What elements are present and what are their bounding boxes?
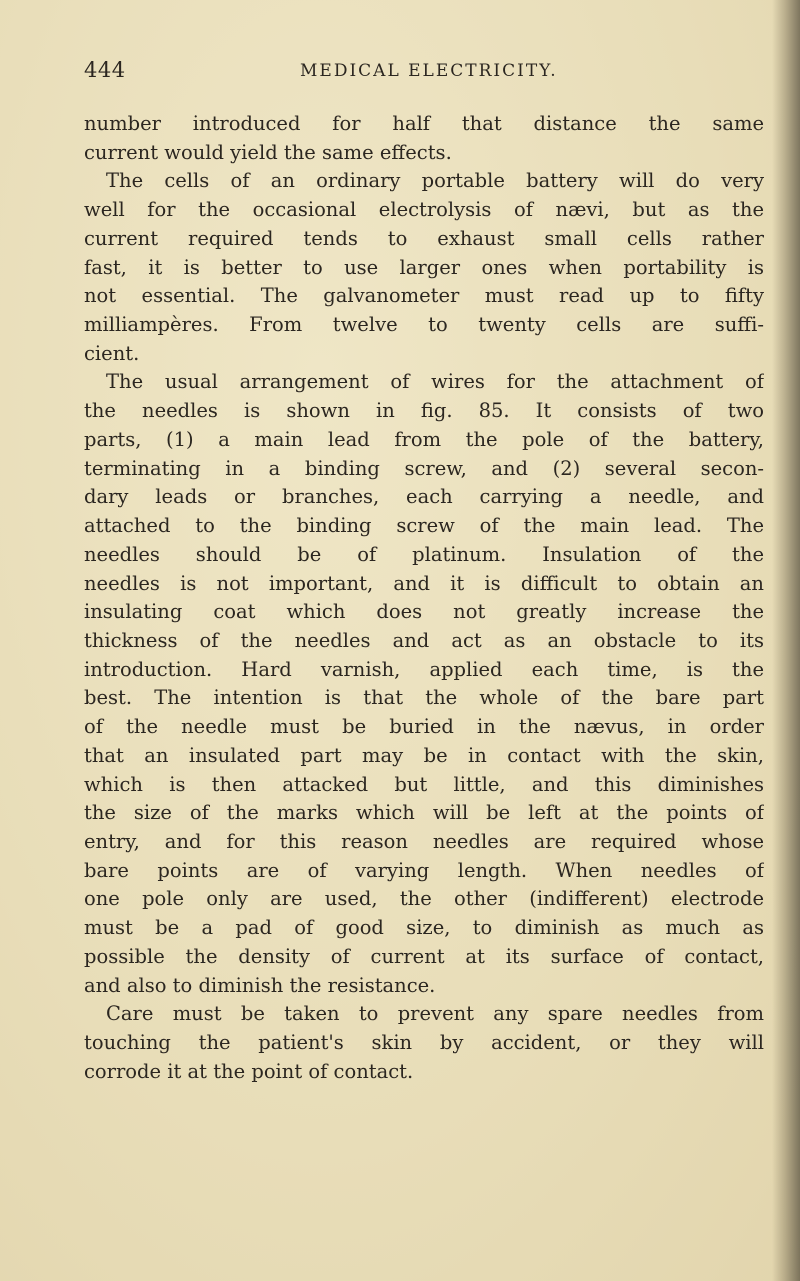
text-line: introduction. Hard varnish, applied each time, is the [84, 657, 764, 681]
text-line: one pole only are used, the other (indifferent) electrode [84, 887, 764, 911]
text-line: fast, it is better to use larger ones when portability is [84, 255, 764, 279]
text-line: possible the density of current at its surface of contact, [84, 944, 764, 968]
text-line: the needles is shown in fig. 85. It consists of two [84, 399, 764, 423]
text-line: not essential. The galvanometer must read up to fifty [84, 284, 764, 308]
text-line: corrode it at the point of contact. [84, 1059, 414, 1083]
text-line: bare points are of varying length. When needles of [84, 858, 764, 882]
text-line: must be a pad of good size, to diminish as much as [84, 916, 764, 940]
text-line: well for the occasional electrolysis of nævi, but as the [84, 198, 764, 222]
text-line: attached to the binding screw of the main lead. The [84, 514, 764, 538]
text-line: of the needle must be buried in the nævus, in order [84, 715, 764, 739]
paragraph-first-line: The usual arrangement of wires for the attachment of [106, 370, 764, 394]
text-line: which is then attacked but little, and this diminishes [84, 772, 764, 796]
paragraph-first-line: Care must be taken to prevent any spare needles from [106, 1002, 764, 1026]
text-line: cient. [84, 341, 140, 365]
text-line: terminating in a binding screw, and (2) several secon- [84, 456, 764, 480]
text-line: needles should be of platinum. Insulation of the [84, 542, 764, 566]
text-line: the size of the marks which will be left at the points of [84, 801, 764, 825]
page-header [84, 58, 764, 94]
text-line: parts, (1) a main lead from the pole of the battery, [84, 427, 764, 451]
text-line: best. The intention is that the whole of the bare part [84, 686, 764, 710]
body-text [84, 110, 764, 1086]
text-line: current would yield the same effects. [84, 140, 452, 164]
text-line: and also to diminish the resistance. [84, 973, 436, 997]
text-line: touching the patient's skin by accident, or they will [84, 1031, 764, 1054]
text-line: needles is not important, and it is difficult to obtain an [84, 571, 764, 595]
text-line: number introduced for half that distance the same [84, 112, 764, 135]
page-edge-shadow [772, 0, 800, 1281]
text-line: entry, and for this reason needles are required whose [84, 829, 764, 853]
text-line: milliampères. From twelve to twenty cells are suffi- [84, 313, 764, 337]
page-number: 444 [84, 58, 126, 82]
text-line: current required tends to exhaust small cells rather [84, 226, 764, 250]
text-line: insulating coat which does not greatly increase the [84, 600, 764, 624]
text-line: thickness of the needles and act as an obstacle to its [84, 628, 764, 652]
text-line: that an insulated part may be in contact with the skin, [84, 743, 764, 767]
text-line: dary leads or branches, each carrying a needle, and [84, 485, 764, 509]
paragraph-first-line: The cells of an ordinary portable battery will do very [106, 169, 764, 193]
running-head: MEDICAL ELECTRICITY. [300, 61, 558, 81]
